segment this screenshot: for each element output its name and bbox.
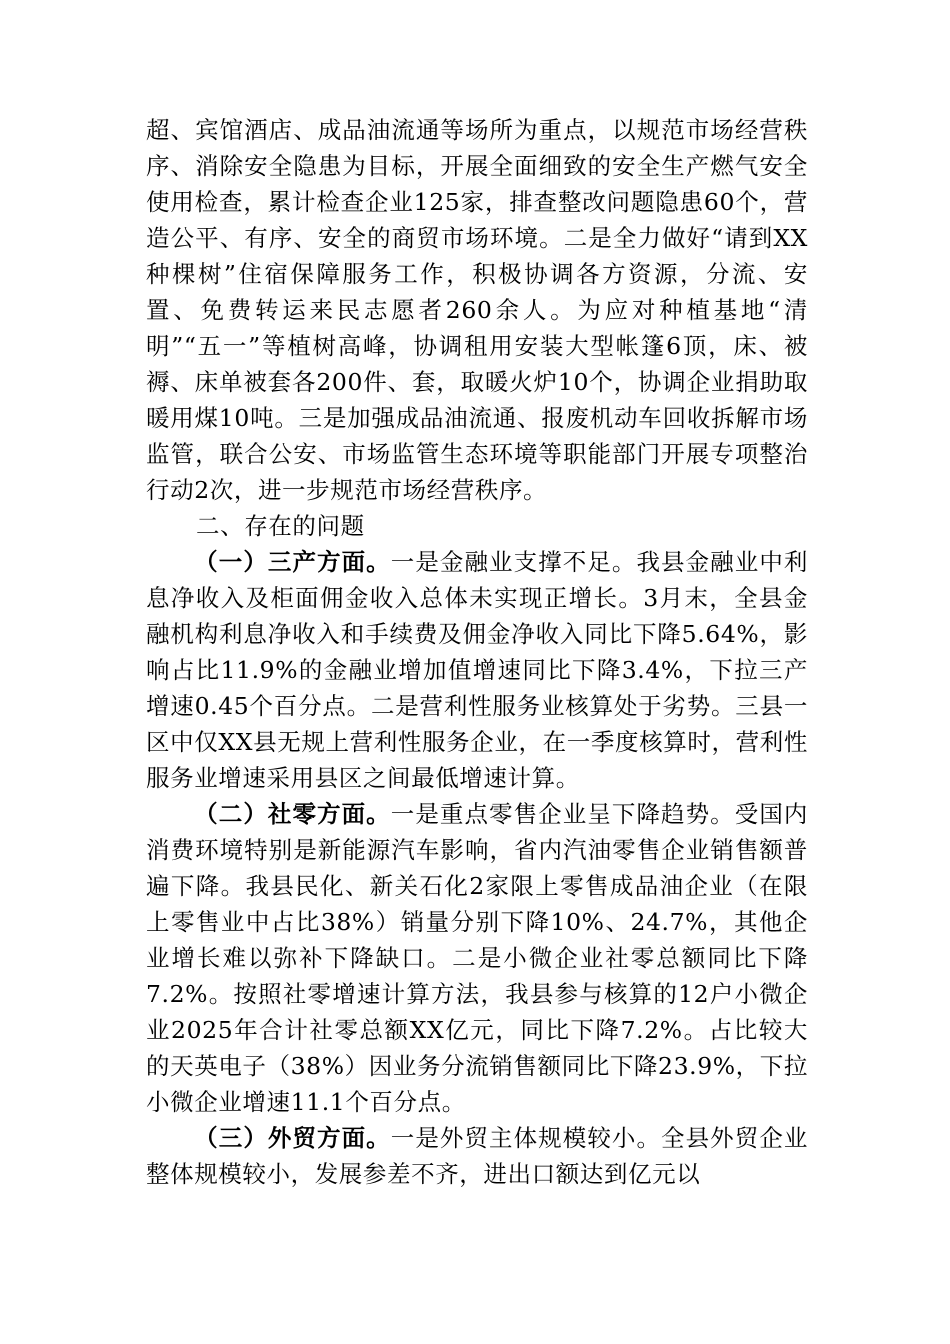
document-page xyxy=(146,112,808,1192)
section-heading: 二、存在的问题 xyxy=(196,512,365,540)
subsection-foreign-trade xyxy=(146,1120,808,1192)
subsection-title: （三）外贸方面。 xyxy=(194,1124,391,1152)
subsection-title: （二）社零方面。 xyxy=(194,800,391,828)
subsection-tertiary-industry xyxy=(146,544,808,796)
subsection-body: 一是重点零售企业呈下降趋势。受国内消费环境特别是新能源汽车影响，省内汽油零售企业销售额普遍下降。我县民化、新关石化2家限上零售成品油企业（在限上零售业中占比38%）销量分别下降10%、24.7%，其他企业增长难以弥补下降缺口。二是小微企业社零总额同比下降7.2%。按照社零增速计算方法，我县参与核算的12户小微企业2025年合计社零总额XX亿元，同比下降7.2%。占比较大的天英电子（38%）因业务分流销售额同比下降23.9%，下拉小微企业增速11.1个百分点。 xyxy=(146,800,808,1116)
subsection-body: 一是外贸主体规模较小。全县外贸企业整体规模较小，发展参差不齐，进出口额达到亿元以 xyxy=(146,1124,808,1188)
body-paragraph: 超、宾馆酒店、成品油流通等场所为重点，以规范市场经营秩序、消除安全隐患为目标，开展全面细致的安全生产燃气安全使用检查，累计检查企业125家，排查整改问题隐患60个，营造公平、有序、安全的商贸市场环境。二是全力做好“请到XX种棵树”住宿保障服务工作，积极协调各方资源，分流、安置、免费转运来民志愿者260余人。为应对种植基地“清明”“五一”等植树高峰，协调租用安装大型帐篷6顶，床、被褥、床单被套各200件、套，取暖火炉10个，协调企业捐助取暖用煤10吨。三是加强成品油流通、报废机动车回收拆解市场监管，联合公安、市场监管生态环境等职能部门开展专项整治行动2次，进一步规范市场经营秩序。 xyxy=(146,116,808,504)
subsection-retail xyxy=(146,796,808,1120)
subsection-body: 一是金融业支撑不足。我县金融业中利息净收入及柜面佣金收入总体未实现正增长。3月末，全县金融机构利息净收入和手续费及佣金净收入同比下降5.64%，影响占比11.9%的金融业增加值增速同比下降3.4%，下拉三产增速0.45个百分点。二是营利性服务业核算处于劣势。三县一区中仅XX县无规上营利性服务企业，在一季度核算时，营利性服务业增速采用县区之间最低增速计算。 xyxy=(146,548,808,792)
subsection-title: （一）三产方面。 xyxy=(194,548,391,576)
